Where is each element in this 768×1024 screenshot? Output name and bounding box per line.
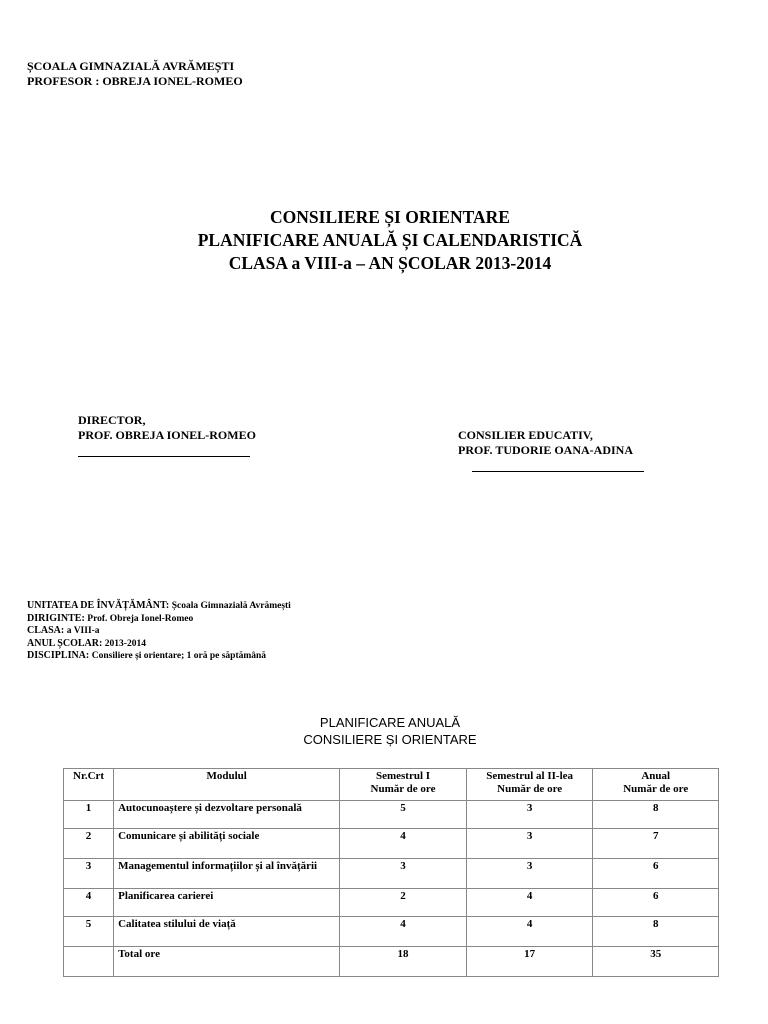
info-class: CLASA: a VIII-a [27, 625, 100, 637]
cell-year: 6 [593, 859, 719, 889]
info-discipline: DISCIPLINA: Consiliere și orientare; 1 oră pe săptămână [27, 650, 267, 662]
header-sem2: Semestrul al II-lea Număr de ore [466, 769, 593, 801]
cell-total-sem2: 17 [466, 947, 593, 977]
cell-nr: 2 [64, 829, 114, 859]
cell-module: Comunicare și abilități sociale [114, 829, 340, 859]
info-year: ANUL ȘCOLAR: 2013-2014 [27, 637, 146, 649]
cell-sem2: 4 [466, 889, 593, 917]
cell-sem2: 3 [466, 859, 593, 889]
cell-module: Planificarea carierei [114, 889, 340, 917]
cell-nr: 3 [64, 859, 114, 889]
info-teacher: DIRIGINTE: Prof. Obreja Ionel-Romeo [27, 612, 194, 624]
cell-sem2: 4 [466, 917, 593, 947]
info-school: UNITATEA DE ÎNVĂȚĂMÂNT: Școala Gimnazială Avrămești [27, 600, 291, 611]
cell-nr: 1 [64, 801, 114, 829]
table-row [64, 829, 719, 859]
cell-year: 6 [593, 889, 719, 917]
director-name: PROF. OBREJA IONEL-ROMEO [78, 428, 256, 442]
cell-module: Calitatea stilului de viață [114, 917, 340, 947]
header-module: Modulul [114, 769, 340, 801]
cell-sem1: 2 [340, 889, 467, 917]
table-header-row [64, 769, 719, 801]
cell-sem1: 4 [340, 917, 467, 947]
cell-sem1: 3 [340, 859, 467, 889]
cell-nr: 5 [64, 917, 114, 947]
header-sem1: Semestrul I Număr de ore [340, 769, 467, 801]
table-row [64, 801, 719, 829]
annual-plan-table [63, 768, 719, 977]
cell-total-year: 35 [593, 947, 719, 977]
cell-sem1: 5 [340, 801, 467, 829]
table-row [64, 859, 719, 889]
counselor-signature-block [458, 428, 633, 458]
counselor-name: PROF. TUDORIE OANA-ADINA [458, 443, 634, 457]
cell-sem2: 3 [466, 829, 593, 859]
cell-year: 8 [593, 801, 719, 829]
cell-year: 7 [593, 829, 719, 859]
cell-module: Autocunoaștere și dezvoltare personală [114, 801, 340, 829]
class-info [27, 600, 291, 663]
cell-nr [64, 947, 114, 977]
table-row [64, 889, 719, 917]
director-signature-block [78, 413, 256, 443]
cell-sem1: 4 [340, 829, 467, 859]
director-role: DIRECTOR, [78, 413, 146, 427]
counselor-role: CONSILIER EDUCATIV, [458, 428, 593, 442]
cell-nr: 4 [64, 889, 114, 917]
cell-total-sem1: 18 [340, 947, 467, 977]
title-line-2: PLANIFICARE ANUALĂ ȘI CALENDARISTICĂ [197, 230, 583, 250]
title-line-3: CLASA a VIII-a – AN ȘCOLAR 2013-2014 [228, 253, 552, 273]
title-line-1: CONSILIERE ȘI ORIENTARE [270, 207, 510, 227]
cell-sem2: 3 [466, 801, 593, 829]
cell-year: 8 [593, 917, 719, 947]
teacher-name: PROFESOR : OBREJA IONEL-ROMEO [27, 74, 243, 88]
table-row [64, 917, 719, 947]
table-title-line-1: PLANIFICARE ANUALĂ [319, 715, 461, 730]
cell-total-label: Total ore [114, 947, 340, 977]
document-title [0, 206, 768, 275]
counselor-signature-line [472, 471, 644, 472]
header-year: Anual Număr de ore [593, 769, 719, 801]
table-title [0, 714, 768, 748]
header-nr: Nr.Crt [64, 769, 114, 801]
cell-module: Managementul informațiilor și al învățării [114, 859, 340, 889]
table-title-line-2: CONSILIERE ȘI ORIENTARE [303, 732, 477, 747]
school-header [27, 59, 243, 89]
table-total-row [64, 947, 719, 977]
school-name: ȘCOALA GIMNAZIALĂ AVRĂMEȘTI [27, 59, 235, 73]
director-signature-line [78, 456, 250, 457]
